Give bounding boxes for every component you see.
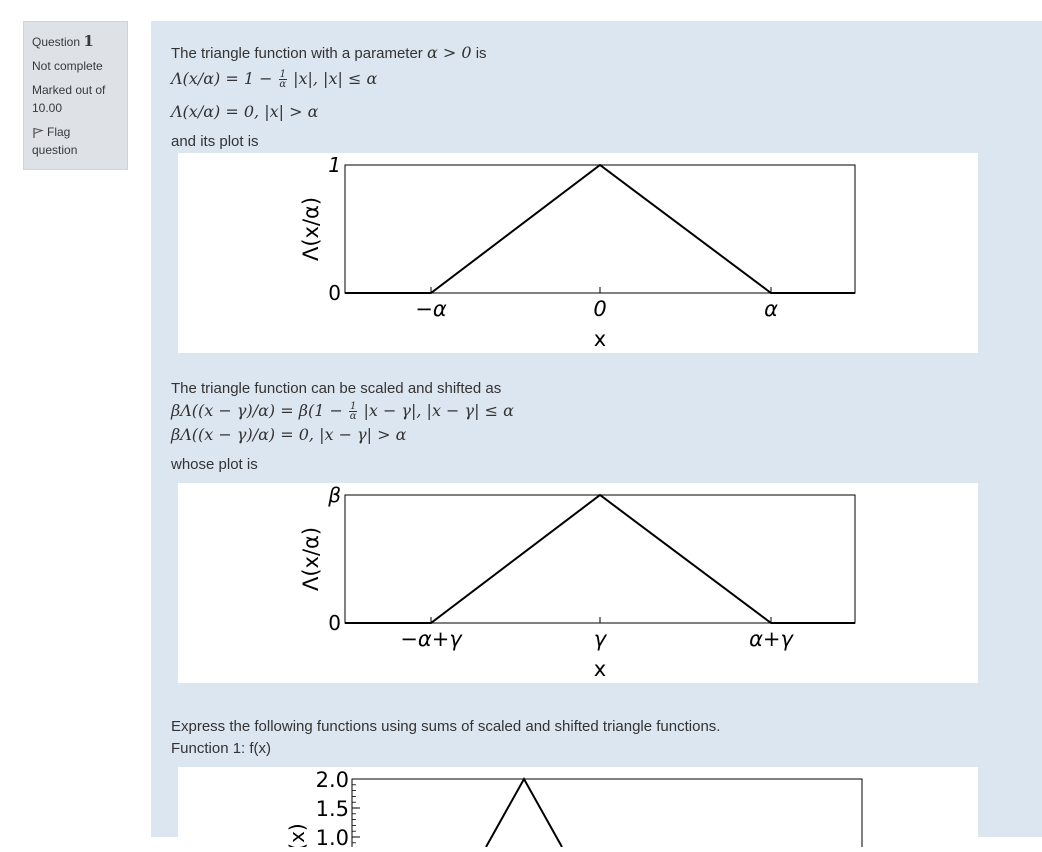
function1-label: Function 1: f(x)	[171, 740, 272, 757]
def1-den: α	[279, 79, 287, 90]
def1-fraction	[279, 70, 287, 89]
plot2-xtick-label-2: α+γ	[749, 627, 793, 651]
plot3-ytick-label-2: 1.0	[315, 826, 349, 847]
express-instruction: Express the following functions using sums of scaled and shifted triangle functions.	[171, 718, 721, 735]
flag-icon	[32, 127, 44, 139]
plot1-caption: and its plot is	[171, 133, 259, 150]
plot2-axes-frame	[345, 495, 855, 623]
scaled-definition-1	[171, 401, 514, 421]
plot2-xtick-label-1: γ	[593, 627, 607, 651]
definition-line-1	[171, 69, 377, 89]
plot1-axes-frame	[345, 165, 855, 293]
intro-math: α > 0	[426, 43, 472, 62]
intro-line	[171, 43, 487, 62]
plot1-ytick-bottom: 0	[328, 281, 341, 305]
plot2-triangle-line	[345, 495, 855, 623]
scaled1-fraction	[349, 402, 357, 421]
plot2-caption: whose plot is	[171, 456, 258, 473]
plot2-ytick-bottom: 0	[328, 611, 341, 635]
scaled1-part-b: |x − γ|, |x − γ| ≤ α	[363, 401, 514, 420]
plot1-triangle-line	[345, 165, 855, 293]
scaled-intro: The triangle function can be scaled and shifted as	[171, 380, 502, 397]
grade-value: 10.00	[32, 101, 63, 115]
question-label: Question	[32, 35, 81, 49]
grade-label: Marked out of	[32, 83, 106, 97]
intro-is: is	[475, 45, 487, 62]
def1-part-b: |x|, |x| ≤ α	[293, 69, 378, 88]
question-content	[151, 21, 1042, 847]
plot1-xtick-label-1: 0	[593, 297, 607, 321]
intro-text: The triangle function with a parameter	[171, 45, 423, 62]
plot2-ylabel: Λ(x/α)	[299, 526, 323, 592]
question-state: Not complete	[32, 59, 103, 73]
question-info-panel	[23, 21, 128, 170]
plot2-figure	[178, 483, 978, 683]
flag-question-button[interactable]	[32, 123, 119, 159]
def1-part-a: Λ(x/α) = 1 −	[171, 69, 273, 88]
plot1-ylabel: Λ(x/α)	[299, 196, 323, 262]
question-grade	[32, 81, 119, 117]
question-number-value: 1	[83, 32, 94, 50]
plot1-ytick-top: 1	[328, 153, 341, 177]
scaled1-den: α	[349, 411, 357, 422]
plot2-svg	[178, 483, 978, 683]
plot1-xlabel: x	[593, 327, 607, 351]
plot3-ylabel: (x)	[285, 823, 309, 847]
plot3-ytick-label-1: 1.5	[315, 797, 349, 821]
plot2-xtick-label-0: −α+γ	[400, 627, 462, 651]
scaled-definition-2: βΛ((x − γ)/α) = 0, |x − γ| > α	[171, 425, 407, 444]
plot1-figure	[178, 153, 978, 353]
definition-line-2: Λ(x/α) = 0, |x| > α	[171, 102, 319, 121]
def1-num: 1	[279, 69, 286, 80]
plot3-figure	[178, 767, 978, 847]
plot2-xlabel: x	[593, 657, 607, 681]
plot2-ytick-top: β	[328, 483, 341, 507]
flag-label: Flag	[47, 125, 71, 139]
plot1-xtick-label-0: −α	[415, 297, 447, 321]
plot1-xtick-label-2: α	[764, 297, 778, 321]
plot1-svg	[178, 153, 978, 353]
plot3-svg	[178, 767, 978, 847]
scaled1-num: 1	[349, 401, 357, 412]
plot3-ytick-label-0: 2.0	[315, 768, 349, 792]
scaled1-part-a: βΛ((x − γ)/α) = β(1 −	[171, 401, 343, 420]
question-number	[32, 32, 119, 51]
flag-label-2: question	[32, 143, 78, 157]
